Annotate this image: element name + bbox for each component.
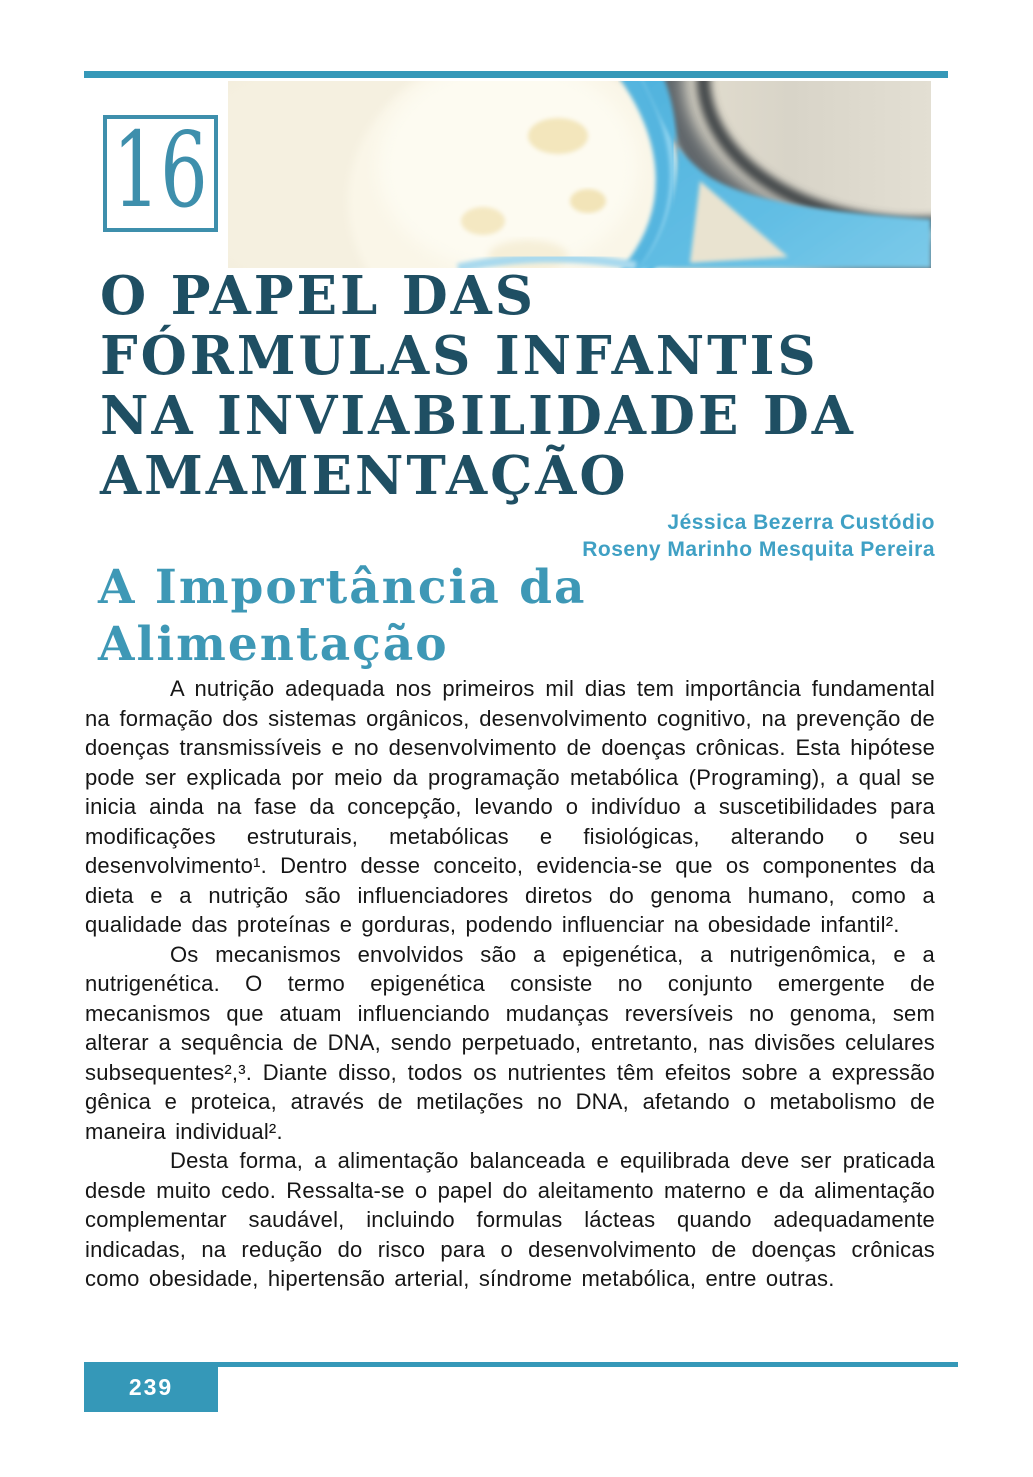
paragraph: Os mecanismos envolvidos são a epigenética, a nutrigenômica, e a nutrigenética. O termo epigenética consiste no conjunto emergente de mecanismos que atuam influenciando mudanças reversíveis no genoma, sem alterar a sequência de DNA, sendo perpetuado, entretanto, nas divisões celulares subsequentes²,³. Diante disso, todos os nutrientes têm efeitos sobre a expressão gênica e proteica, através de metilações no DNA, afetando o metabolismo de maneira individual². xyxy=(85,941,935,1144)
chapter-title xyxy=(100,266,960,506)
title-line: O PAPEL DAS xyxy=(100,265,537,327)
author-name: Jéssica Bezerra Custódio xyxy=(667,511,935,534)
page-number-box xyxy=(84,1362,218,1412)
heading-line: A Importância da xyxy=(98,560,587,615)
section-heading xyxy=(98,559,798,673)
chapter-number: 16 xyxy=(112,108,209,231)
powder-mound xyxy=(348,81,688,268)
chapter-photo xyxy=(228,81,931,268)
title-line: NA INVIABILIDADE DA xyxy=(100,385,856,447)
top-divider-rule xyxy=(84,71,948,78)
paragraph: A nutrição adequada nos primeiros mil dias tem importância fundamental na formação dos sistemas orgânicos, desenvolvimento cognitivo, na prevenção de doenças transmissíveis e no desenvolvimento de doenças crônicas. Esta hipótese pode ser explicada por meio da programação metabólica (Programing), a qual se inicia ainda na fase da concepção, levando o indivíduo a suscetibilidades para modificações estruturais, metabólicas e fisiológicas, alterando o seu desenvolvimento¹. Dentro desse conceito, evidencia-se que os componentes da dieta e a nutrição são influenciadores diretos do genoma humano, como a qualidade das proteínas e gorduras, podendo influenciar na obesidade infantil². xyxy=(85,676,935,937)
title-line: AMAMENTAÇÃO xyxy=(100,445,629,507)
authors xyxy=(100,509,935,563)
author-name: Roseny Marinho Mesquita Pereira xyxy=(582,538,935,561)
paragraph: Desta forma, a alimentação balanceada e equilibrada deve ser praticada desde muito cedo. Ressalta-se o papel do aleitamento materno e da alimentação complementar saudável, incluindo formulas lácteas quando adequadamente indicadas, na redução do risco para o desenvolvimento de doenças crônicas como obesidade, hipertensão arterial, síndrome metabólica, entre outras. xyxy=(85,1148,935,1291)
page-number: 239 xyxy=(128,1373,174,1400)
body-paragraphs xyxy=(85,674,935,1294)
chapter-number-box xyxy=(103,108,218,232)
title-line: FÓRMULAS INFANTIS xyxy=(100,325,819,387)
heading-line: Alimentação xyxy=(98,617,449,672)
milk-powder-photo-illustration xyxy=(228,81,931,268)
